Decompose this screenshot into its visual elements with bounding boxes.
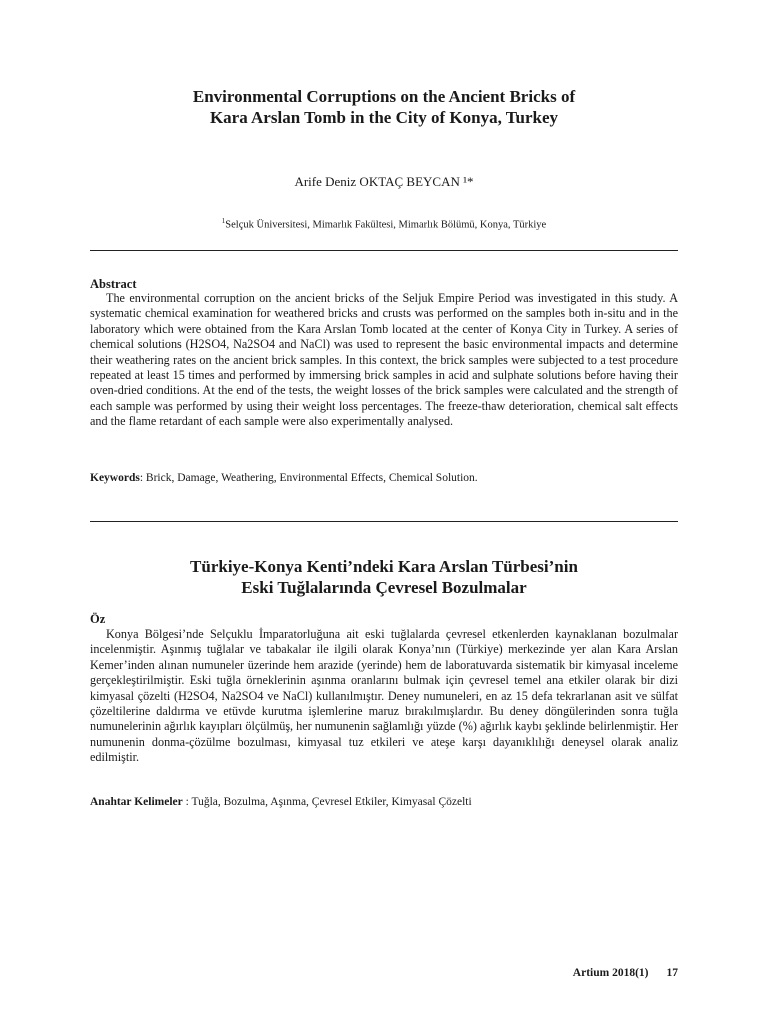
middle-divider xyxy=(90,521,678,522)
turkish-title-line2: Eski Tuğlalarında Çevresel Bozulmalar xyxy=(241,578,527,597)
affiliation-text: Selçuk Üniversitesi, Mimarlık Fakültesi, Mimarlık Bölümü, Konya, Türkiye xyxy=(225,219,547,231)
anahtar-kelimeler-label: Anahtar Kelimeler xyxy=(90,796,183,808)
affiliation-marker: 1 xyxy=(221,217,226,225)
page-footer xyxy=(573,967,678,979)
turkish-title xyxy=(90,556,678,598)
turkish-title-line1: Türkiye-Konya Kenti’ndeki Kara Arslan Türbesi’nin xyxy=(190,557,578,576)
page-number: 17 xyxy=(666,967,678,979)
oz-text: Konya Bölgesi’nde Selçuklu İmparatorluğuna ait eski tuğlalarda çevresel etkenlerden kaynaklanan bozulmalar incelenmiştir. Aşınmış tuğlalar ve tabakalar ile ilgili olarak Konya’nın (Türkiye) merkezinde yer alan Kara Arslan Kemer’inden alınan numuneler üzerinde hem arazide (yerinde) hem de laboratuvarda sistematik bir kimyasal inceleme gerçekleştirilmiştir. Eski tuğla örneklerinin aşınma oranlarını bulmak için çevresel temel ana etkiler olarak bir dizi kimyasal çözelti (H2SO4, Na2SO4 ve NaCl) kullanılmıştır. Deney numuneleri, en az 15 defa tekrarlanan asit ve sülfat çözeltilerine daldırma ve etüvde kurutma işlemlerine maruz bırakılmışlardır. Bu deney döngülerinden sonra tuğla numunelerinin ağırlık kayıpları ölçülmüş, her numunenin sağlamlığı yüzde (%) ağırlık kaybı şeklinde belirlenmiştir. Her numunenin donma-çözülme bozulması, kimyasal tuz etkileri ve ateşe karşı dayanıklılığı deneysel olarak analiz edilmiştir. xyxy=(90,627,678,765)
keywords-text: : Brick, Damage, Weathering, Environmental Effects, Chemical Solution. xyxy=(139,472,478,484)
anahtar-kelimeler-text: : Tuğla, Bozulma, Aşınma, Çevresel Etkiler, Kimyasal Çözelti xyxy=(182,796,472,808)
english-title-line2: Kara Arslan Tomb in the City of Konya, Turkey xyxy=(209,108,559,127)
abstract-heading: Abstract xyxy=(90,277,137,291)
english-title-line1: Environmental Corruptions on the Ancient Bricks of xyxy=(192,87,576,106)
keywords-label: Keywords xyxy=(90,472,140,484)
oz-heading: Öz xyxy=(90,612,106,626)
abstract-text: The environmental corruption on the ancient bricks of the Seljuk Empire Period was investigated in this study. A systematic chemical examination for weathered bricks and crusts was performed on the samples both in-situ and in the laboratory which were obtained from the Kara Arslan Tomb located at the center of Konya City in Turkey. A series of chemical solutions (H2SO4, Na2SO4 and NaCl) was used to represent the basic environmental impacts and determine their weathering rates on the ancient brick samples. In this context, the brick samples were subjected to a test procedure repeated at least 15 times and performed by immersing brick samples in acid and sulphate solutions before having their oven-dried conditions. At the end of the tests, the weight losses of the brick samples were calculated and the strength of each sample was performed by using their weight loss percentages. The freeze-thaw deterioration, chemical salt effects and the flame retardant of each sample were also experimentally analysed. xyxy=(90,291,678,429)
top-divider xyxy=(90,250,678,251)
journal-name: Artium 2018(1) xyxy=(572,967,649,979)
anahtar-kelimeler xyxy=(90,796,678,808)
author-name: Arife Deniz OKTAÇ BEYCAN ¹* xyxy=(294,174,474,189)
english-title xyxy=(90,86,678,128)
keywords xyxy=(90,472,678,484)
affiliation xyxy=(90,217,678,231)
